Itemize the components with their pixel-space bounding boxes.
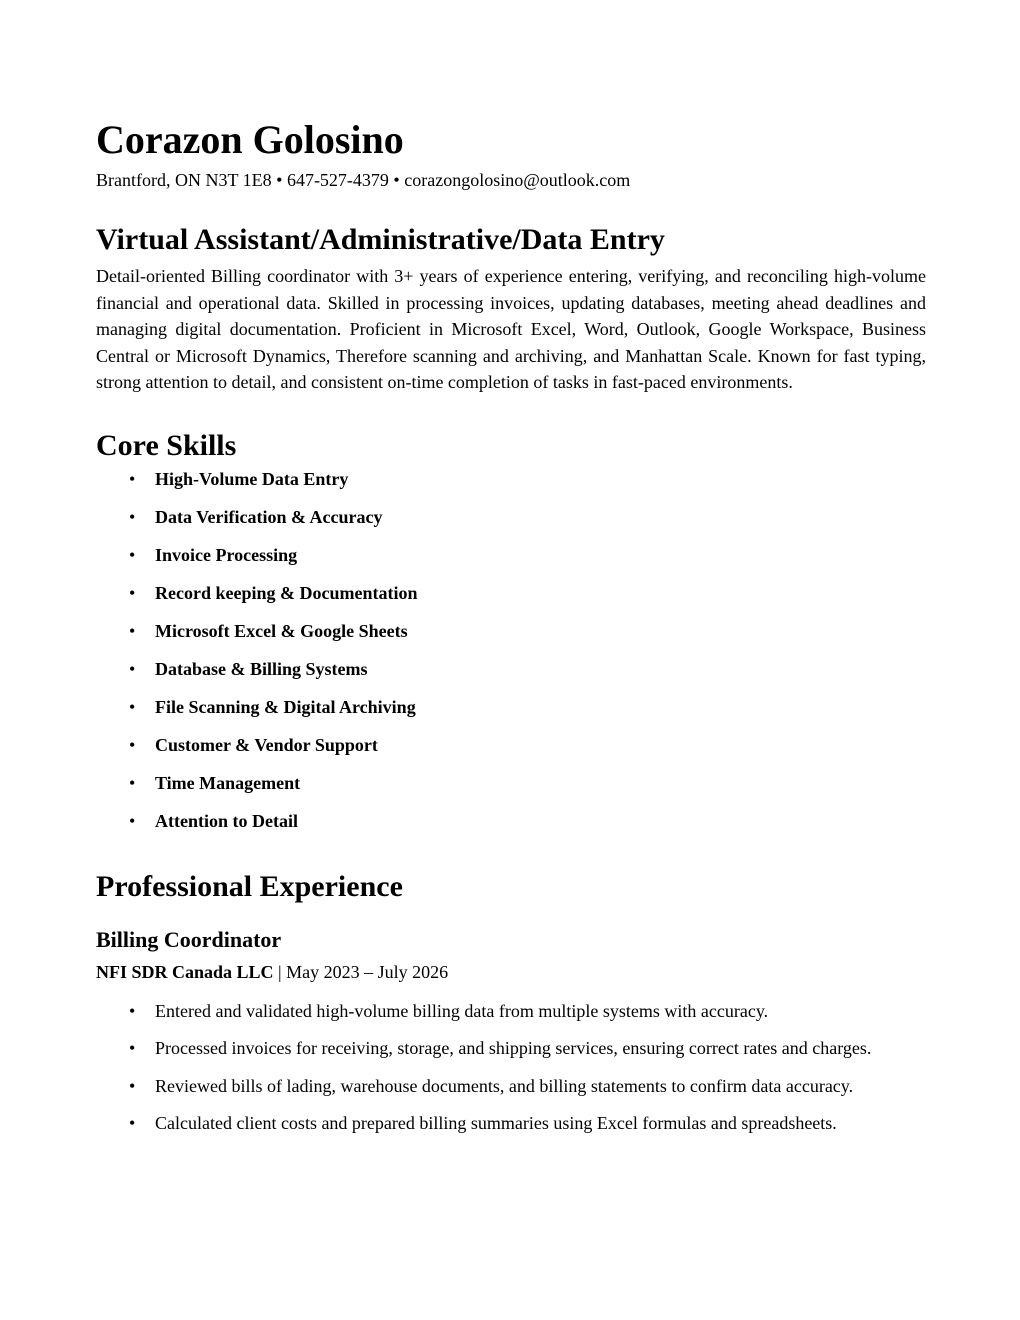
skill-item: [96, 581, 926, 619]
duty-item: [96, 1110, 926, 1137]
meta-separator: |: [273, 961, 287, 982]
skill-item: [96, 771, 926, 809]
duty-text: Processed invoices for receiving, storage, and shipping services, ensuring correct rates and charges.: [155, 1038, 872, 1058]
job-dates: May 2023 – July 2026: [286, 961, 449, 982]
duty-item: [96, 1035, 926, 1062]
skill-item: [96, 695, 926, 733]
bullet-icon: •: [129, 1113, 136, 1133]
bullet-icon: •: [129, 1075, 136, 1096]
skill-item: [96, 809, 926, 847]
duty-item: [96, 998, 926, 1025]
skill-item: [96, 619, 926, 657]
skill-item: [96, 657, 926, 695]
skill-label: Database & Billing Systems: [155, 658, 368, 679]
duty-text: Reviewed bills of lading, warehouse documents, and billing statements to confirm data accuracy.: [155, 1075, 854, 1096]
bullet-icon: •: [129, 696, 136, 717]
core-skills-list: [96, 467, 926, 847]
objective-heading: Virtual Assistant/Administrative/Data Entry: [96, 223, 665, 256]
bullet-icon: •: [129, 810, 136, 831]
duty-text: Calculated client costs and prepared billing summaries using Excel formulas and spreadsheets.: [155, 1113, 837, 1133]
job-entry: [96, 926, 926, 1137]
skill-label: High-Volume Data Entry: [155, 468, 349, 489]
skill-item: [96, 505, 926, 543]
resume-page: [96, 116, 926, 1148]
bullet-icon: •: [129, 506, 136, 527]
job-title: Billing Coordinator: [96, 926, 282, 952]
company-name: NFI SDR Canada LLC: [96, 961, 274, 982]
contact-line: Brantford, ON N3T 1E8 • 647-527-4379 • corazongolosino@outlook.com: [96, 170, 631, 190]
skill-item: [96, 467, 926, 505]
duty-item: [96, 1073, 926, 1100]
job-meta: [96, 960, 926, 984]
skill-label: Attention to Detail: [155, 810, 298, 831]
candidate-name: Corazon Golosino: [96, 117, 404, 162]
skill-label: Customer & Vendor Support: [155, 734, 378, 755]
skill-item: [96, 543, 926, 581]
skill-label: Record keeping & Documentation: [155, 582, 418, 603]
bullet-icon: •: [129, 620, 136, 641]
bullet-icon: •: [129, 772, 136, 793]
bullet-icon: •: [129, 544, 136, 565]
core-skills-heading: Core Skills: [96, 428, 237, 462]
bullet-icon: •: [129, 1038, 136, 1058]
skill-label: Microsoft Excel & Google Sheets: [155, 620, 408, 641]
bullet-icon: •: [129, 658, 136, 679]
duty-text: Entered and validated high-volume billing data from multiple systems with accuracy.: [155, 1000, 769, 1021]
duties-list: [96, 998, 926, 1137]
bullet-icon: •: [129, 1000, 136, 1021]
skill-label: Data Verification & Accuracy: [155, 506, 383, 527]
skill-label: Time Management: [155, 772, 301, 793]
skill-item: [96, 733, 926, 771]
professional-summary: Detail-oriented Billing coordinator with 3+ years of experience entering, verifying, and reconciling high-volume financial and operational data. Skilled in processing invoices, updating databases, meeting ahead deadlines and managing digital documentation. Proficient in Microsoft Excel, Word, Outlook, Google Workspace, Business Central or Microsoft Dynamics, Therefore scanning and archiving, and Manhattan Scale. Known for fast typing, strong attention to detail, and consistent on-time completion of tasks in fast-paced environments.: [96, 266, 926, 392]
skill-label: File Scanning & Digital Archiving: [155, 696, 416, 717]
bullet-icon: •: [129, 734, 136, 755]
bullet-icon: •: [129, 468, 136, 489]
skill-label: Invoice Processing: [155, 544, 298, 565]
bullet-icon: •: [129, 582, 136, 603]
experience-heading: Professional Experience: [96, 869, 403, 903]
